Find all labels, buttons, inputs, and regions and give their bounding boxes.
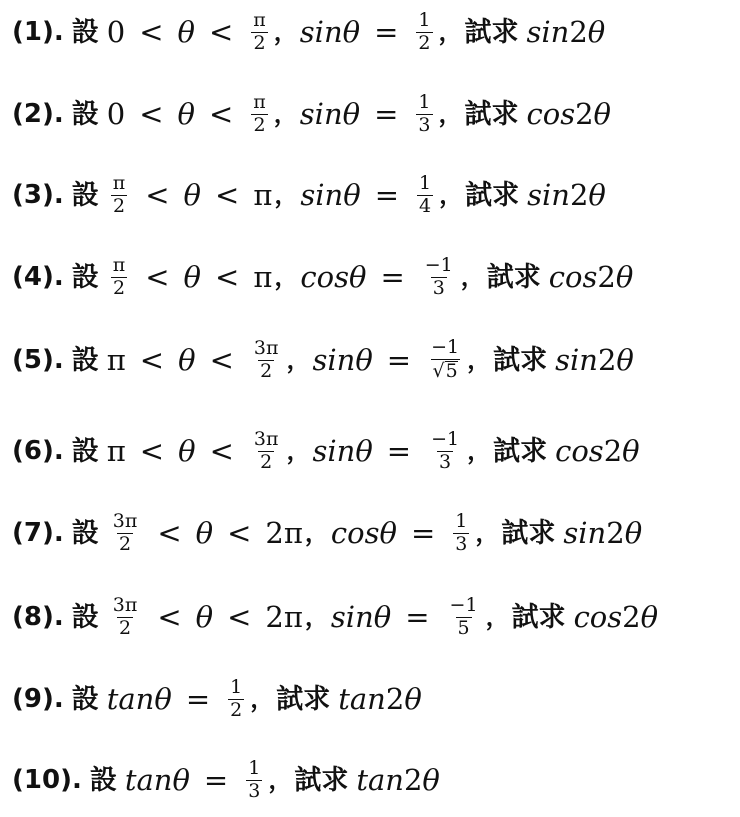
she-word: 設 — [71, 261, 99, 293]
given-theta: θ — [355, 433, 373, 468]
target-function: sin — [563, 515, 607, 550]
target-theta: θ — [624, 515, 643, 550]
target-two: 2 — [603, 433, 623, 468]
given-function: cos — [330, 515, 380, 550]
target-function: cos — [555, 433, 604, 468]
range-left: 0 — [106, 96, 126, 131]
fraction-denominator: 3 — [439, 450, 452, 473]
given-function: sin — [312, 342, 356, 377]
comma: ， — [438, 18, 463, 46]
she-word: 設 — [71, 517, 99, 549]
range-theta: θ — [183, 259, 202, 294]
given-fraction — [417, 171, 433, 217]
problem-number: (4). — [12, 262, 64, 292]
comma: ， — [274, 181, 299, 209]
given-equals: = — [203, 762, 229, 797]
target-function: tan — [356, 762, 404, 797]
target-two: 2 — [575, 96, 594, 131]
given-theta: θ — [154, 681, 172, 716]
problem-10 — [12, 748, 440, 812]
comma: ， — [467, 437, 492, 465]
problem-number: (9). — [12, 684, 64, 714]
range-left-fraction — [111, 509, 140, 555]
range-theta: θ — [177, 96, 195, 131]
fraction-numerator: 1 — [419, 171, 432, 194]
fraction-denominator: 2 — [230, 698, 243, 721]
range-left-fraction — [111, 171, 128, 217]
ask-word: 試求 — [486, 261, 541, 293]
comma: ， — [475, 519, 500, 547]
fraction-numerator: π — [253, 90, 266, 113]
fraction-denominator: 2 — [260, 450, 273, 473]
fraction-denominator: 2 — [112, 276, 126, 299]
range-right: π — [253, 177, 273, 212]
range-right-fraction — [251, 8, 268, 54]
comma: ， — [467, 346, 492, 374]
she-word: 設 — [71, 179, 99, 211]
ask-word: 試求 — [465, 179, 520, 211]
target-function: cos — [526, 96, 576, 131]
comma: ， — [304, 603, 329, 631]
range-rel1: < — [139, 96, 164, 131]
fraction-numerator: −1 — [449, 593, 478, 616]
given-equals: = — [185, 681, 211, 716]
comma: ， — [268, 766, 293, 794]
target-theta: θ — [593, 96, 612, 131]
given-function: sin — [312, 433, 356, 468]
range-left-fraction — [111, 593, 140, 639]
fraction-denominator: 5 — [457, 616, 470, 639]
fraction-denominator: 2 — [418, 31, 431, 54]
target-two: 2 — [597, 342, 617, 377]
fraction-numerator: 3π — [253, 427, 279, 450]
problem-number: (7). — [12, 518, 64, 548]
range-theta: θ — [195, 515, 214, 550]
target-function: tan — [338, 681, 386, 716]
given-fraction — [228, 675, 244, 721]
range-rel1: < — [145, 177, 170, 212]
fraction-numerator: 1 — [230, 675, 243, 698]
fraction-denominator: 2 — [112, 194, 126, 217]
range-rel1: < — [145, 259, 170, 294]
given-function: sin — [330, 599, 374, 634]
fraction-denominator: 3 — [432, 276, 445, 299]
ask-word: 試求 — [501, 517, 556, 549]
comma: ， — [485, 603, 510, 631]
target-two: 2 — [606, 515, 625, 550]
given-function: sin — [299, 96, 343, 131]
fraction-numerator: 1 — [455, 509, 468, 532]
range-rel2: < — [227, 515, 252, 550]
comma: ， — [460, 263, 485, 291]
problem-6 — [12, 419, 640, 483]
comma: ， — [286, 437, 311, 465]
given-function: tan — [124, 762, 173, 797]
comma: ， — [250, 685, 275, 713]
target-function: sin — [527, 177, 570, 212]
problem-number: (6). — [12, 436, 64, 466]
target-two: 2 — [569, 177, 589, 212]
fraction-numerator: π — [253, 8, 266, 31]
range-rel2: < — [208, 96, 234, 131]
given-function: sin — [300, 177, 344, 212]
fraction-numerator: 3π — [253, 336, 279, 359]
range-theta: θ — [183, 177, 202, 212]
given-theta: θ — [379, 515, 397, 550]
range-theta: θ — [195, 599, 214, 634]
fraction-denominator: 2 — [118, 616, 132, 639]
ask-word: 試求 — [464, 16, 519, 48]
ask-word: 試求 — [493, 344, 548, 376]
given-fraction — [429, 427, 461, 473]
she-word: 設 — [71, 601, 99, 633]
target-function: cos — [548, 259, 598, 294]
range-theta: θ — [178, 342, 196, 377]
she-word: 設 — [71, 344, 99, 376]
fraction-numerator: 1 — [248, 756, 261, 779]
target-theta: θ — [587, 14, 606, 49]
given-function: cos — [300, 259, 349, 294]
given-fraction — [423, 253, 455, 299]
range-theta: θ — [177, 14, 195, 49]
target-theta: θ — [616, 342, 634, 377]
comma: ， — [286, 346, 311, 374]
given-fraction — [416, 90, 432, 136]
given-theta: θ — [373, 599, 392, 634]
she-word: 設 — [71, 16, 99, 48]
comma: ， — [273, 18, 298, 46]
ask-word: 試求 — [276, 683, 331, 715]
range-right-fraction — [252, 336, 281, 382]
range-right: 2π — [265, 515, 303, 550]
target-two: 2 — [403, 762, 423, 797]
fraction-numerator: 3π — [112, 593, 138, 616]
given-equals: = — [405, 599, 430, 634]
problem-5 — [12, 328, 634, 392]
range-rel2: < — [209, 433, 234, 468]
fraction-denominator: 3 — [455, 532, 468, 555]
fraction-denominator: 3 — [248, 779, 261, 802]
given-equals: = — [374, 96, 399, 131]
range-rel1: < — [157, 599, 182, 634]
range-right: 2π — [265, 599, 303, 634]
fraction-denominator: 2 — [253, 31, 266, 54]
comma: ， — [438, 100, 463, 128]
given-equals: = — [386, 433, 412, 468]
she-word: 設 — [71, 435, 99, 467]
range-rel1: < — [139, 342, 165, 377]
fraction-numerator: 1 — [418, 8, 431, 31]
fraction-denominator: 2 — [253, 113, 266, 136]
problem-2 — [12, 82, 611, 146]
fraction-denominator: 2 — [118, 532, 132, 555]
given-equals: = — [374, 14, 399, 49]
range-left: π — [106, 342, 126, 377]
given-fraction — [453, 509, 469, 555]
given-theta: θ — [348, 259, 367, 294]
range-theta: θ — [178, 433, 196, 468]
ask-word: 試求 — [511, 601, 566, 633]
fraction-numerator: −1 — [431, 427, 460, 450]
given-fraction — [448, 593, 480, 639]
target-two: 2 — [597, 259, 616, 294]
problem-number: (3). — [12, 180, 64, 210]
fraction-denominator: 3 — [418, 113, 431, 136]
range-left: 0 — [106, 14, 126, 49]
she-word: 設 — [89, 764, 117, 796]
given-theta: θ — [355, 342, 373, 377]
problem-number: (2). — [12, 99, 64, 129]
problem-number: (5). — [12, 345, 64, 375]
comma: ， — [304, 519, 329, 547]
square-root-sign: √ — [432, 360, 445, 382]
given-equals: = — [410, 515, 436, 550]
given-equals: = — [386, 342, 412, 377]
range-right-fraction — [251, 90, 268, 136]
given-theta: θ — [172, 762, 190, 797]
problem-number: (8). — [12, 602, 64, 632]
problem-8 — [12, 585, 658, 649]
target-function: cos — [573, 599, 623, 634]
range-rel2: < — [208, 14, 234, 49]
square-root-radicand: 5 — [445, 360, 458, 382]
range-rel2: < — [209, 342, 234, 377]
range-rel1: < — [157, 515, 182, 550]
range-rel2: < — [227, 599, 252, 634]
fraction-numerator: π — [112, 253, 126, 276]
range-rel1: < — [139, 433, 165, 468]
she-word: 設 — [71, 683, 99, 715]
range-right-fraction — [252, 427, 281, 473]
target-theta: θ — [404, 681, 422, 716]
ask-word: 試求 — [493, 435, 548, 467]
problem-9 — [12, 667, 422, 731]
target-theta: θ — [640, 599, 659, 634]
target-two: 2 — [569, 14, 588, 49]
range-rel2: < — [215, 259, 240, 294]
given-fraction — [416, 8, 432, 54]
fraction-denominator: 2 — [260, 359, 273, 382]
fraction-numerator: 3π — [112, 509, 138, 532]
range-left-fraction — [111, 253, 128, 299]
given-function: sin — [299, 14, 343, 49]
ask-word: 試求 — [464, 98, 519, 130]
range-left: π — [106, 433, 126, 468]
target-theta: θ — [588, 177, 606, 212]
fraction-denominator: 4 — [419, 194, 432, 217]
given-function: tan — [106, 681, 155, 716]
given-equals: = — [380, 259, 405, 294]
target-theta: θ — [422, 762, 440, 797]
fraction-numerator: −1 — [431, 336, 460, 359]
target-theta: θ — [622, 433, 640, 468]
given-fraction — [429, 338, 461, 382]
given-equals: = — [374, 177, 400, 212]
range-rel1: < — [139, 14, 164, 49]
target-two: 2 — [622, 599, 641, 634]
given-theta: θ — [343, 177, 361, 212]
fraction-numerator: 1 — [418, 90, 431, 113]
target-function: sin — [555, 342, 598, 377]
range-right: π — [253, 259, 273, 294]
problem-3 — [12, 163, 606, 227]
comma: ， — [274, 263, 299, 291]
ask-word: 試求 — [294, 764, 349, 796]
fraction-denominator — [431, 359, 460, 382]
problem-number: (1). — [12, 17, 64, 47]
she-word: 設 — [71, 98, 99, 130]
problem-4 — [12, 245, 633, 309]
problem-7 — [12, 501, 642, 565]
target-two: 2 — [385, 681, 405, 716]
comma: ， — [439, 181, 464, 209]
problem-1 — [12, 0, 605, 64]
target-theta: θ — [615, 259, 634, 294]
given-theta: θ — [342, 96, 361, 131]
fraction-numerator: −1 — [424, 253, 453, 276]
target-function: sin — [526, 14, 570, 49]
problem-number: (10). — [12, 765, 82, 795]
comma: ， — [273, 100, 298, 128]
fraction-numerator: π — [112, 171, 126, 194]
given-fraction — [246, 756, 262, 802]
given-theta: θ — [342, 14, 361, 49]
range-rel2: < — [215, 177, 240, 212]
